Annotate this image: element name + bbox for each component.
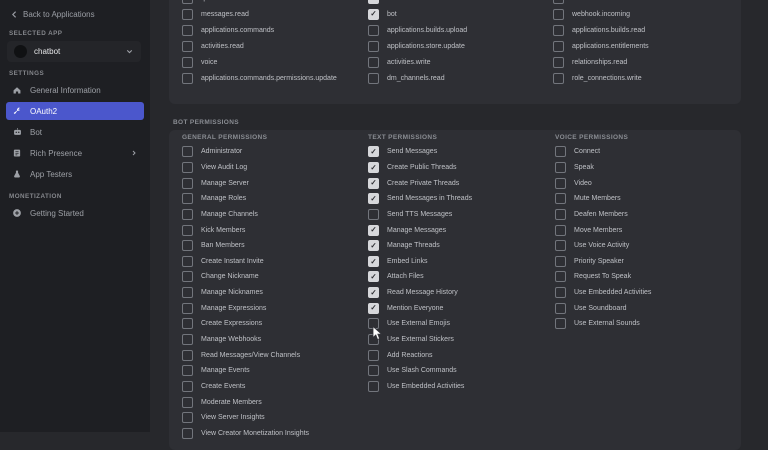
checkbox[interactable] — [182, 271, 193, 282]
checkbox[interactable] — [368, 57, 379, 68]
permission-row — [368, 347, 472, 363]
checkbox-label: Use Slash Commands — [387, 367, 457, 375]
checkbox-label: Read Message History — [387, 289, 458, 297]
permission-row — [555, 238, 651, 254]
voice-permissions-column — [555, 134, 651, 332]
checkbox[interactable] — [368, 381, 379, 392]
checkbox[interactable] — [555, 225, 566, 236]
permission-row — [182, 238, 309, 254]
checkbox[interactable] — [182, 318, 193, 329]
checkbox-label: bot — [387, 10, 397, 18]
checkbox[interactable] — [553, 0, 564, 4]
permission-row — [368, 144, 472, 160]
arrow-left-icon — [10, 10, 19, 19]
checkbox[interactable] — [182, 381, 193, 392]
scope-row — [368, 38, 467, 54]
permission-row — [182, 410, 309, 426]
checkbox-label: Manage Threads — [387, 242, 440, 250]
permission-row — [555, 144, 651, 160]
app-name: chatbot — [34, 47, 61, 56]
checkbox[interactable] — [182, 225, 193, 236]
permission-row — [555, 269, 651, 285]
permission-row — [368, 222, 472, 238]
checkbox[interactable] — [182, 57, 193, 68]
scope-row — [368, 54, 467, 70]
checkbox[interactable] — [553, 73, 564, 84]
checkbox[interactable] — [368, 209, 379, 220]
checkbox-label: Create Public Threads — [387, 163, 457, 171]
checkbox[interactable] — [182, 397, 193, 408]
checkbox-label: Use Soundboard — [574, 304, 627, 312]
checkbox-label: Create Expressions — [201, 320, 263, 328]
permission-row — [368, 175, 472, 191]
general-permissions-list — [182, 144, 309, 441]
checkbox-label: Administrator — [201, 148, 243, 156]
text-permissions-header: TEXT PERMISSIONS — [368, 134, 438, 141]
checkbox[interactable] — [555, 318, 566, 329]
permission-row — [368, 253, 472, 269]
checkbox-label: Send TTS Messages — [387, 210, 453, 218]
checkbox-label: activities.write — [387, 58, 431, 66]
robot-icon — [12, 127, 22, 137]
scopes-column-1 — [182, 0, 337, 86]
permission-row — [368, 379, 472, 395]
checkbox-label: Send Messages in Threads — [387, 195, 473, 203]
permission-row — [182, 175, 309, 191]
permission-row — [368, 363, 472, 379]
checkbox-checked[interactable]: ✓ — [368, 240, 379, 251]
permission-row — [555, 316, 651, 332]
checkbox-label: activities.read — [201, 42, 244, 50]
checkbox-label: Kick Members — [201, 226, 246, 234]
checkbox-label: dm_channels.read — [387, 74, 445, 82]
permission-row — [368, 160, 472, 176]
app-selector[interactable] — [7, 41, 141, 62]
checkbox[interactable] — [555, 287, 566, 298]
checkbox-label: Moderate Members — [201, 398, 262, 406]
sidebar-item-label: OAuth2 — [30, 106, 58, 116]
permission-row — [555, 222, 651, 238]
checkbox-label: Request To Speak — [574, 273, 632, 281]
checkbox[interactable] — [555, 303, 566, 314]
checkbox-label: Add Reactions — [387, 351, 433, 359]
checkbox-label: Video — [574, 179, 592, 187]
scopes-column-2 — [368, 0, 467, 86]
checkbox-label: Mention Everyone — [387, 304, 444, 312]
checkbox-label: Manage Events — [201, 367, 250, 375]
chevron-down-icon — [125, 47, 134, 56]
checkbox[interactable] — [555, 146, 566, 157]
checkbox-label: Mute Members — [574, 195, 621, 203]
checkbox-label: Create Events — [201, 382, 246, 390]
general-permissions-column — [182, 134, 309, 441]
selected-app-label: SELECTED APP — [9, 30, 63, 37]
sidebar-item-bot[interactable] — [6, 123, 144, 141]
checkbox[interactable] — [182, 73, 193, 84]
checkbox[interactable] — [182, 303, 193, 314]
checkbox-label: Manage Server — [201, 179, 249, 187]
checkbox-label: applications.commands — [201, 26, 275, 34]
general-permissions-header: GENERAL PERMISSIONS — [182, 134, 268, 141]
checkbox[interactable] — [182, 9, 193, 20]
checkbox[interactable] — [555, 271, 566, 282]
checkbox-label: Manage Roles — [201, 195, 247, 203]
voice-permissions-header: VOICE PERMISSIONS — [555, 134, 629, 141]
sidebar-item-oauth2[interactable] — [6, 102, 144, 120]
checkbox-label: Send Messages — [387, 148, 438, 156]
checkbox-label: Read Messages/View Channels — [201, 351, 301, 359]
permission-row — [182, 160, 309, 176]
checkbox-label: Deafen Members — [574, 210, 628, 218]
text-permissions-list — [368, 144, 472, 394]
checkbox-label: applications.entitlements — [572, 42, 649, 50]
permission-row — [368, 300, 472, 316]
checkbox[interactable] — [553, 57, 564, 68]
permission-row — [368, 316, 472, 332]
sidebar-item-label: Rich Presence — [30, 148, 83, 158]
voice-permissions-list — [555, 144, 651, 332]
checkbox-label: messages.read — [201, 10, 249, 18]
permission-row — [182, 363, 309, 379]
checkbox-label: voice — [201, 58, 218, 66]
settings-nav — [6, 81, 144, 186]
chevron-right-icon — [130, 149, 138, 157]
checkbox[interactable] — [555, 209, 566, 220]
scope-row — [182, 70, 337, 86]
checkbox-label: applications.builds.read — [572, 26, 646, 34]
plus-circle-icon — [12, 208, 22, 218]
checkbox[interactable] — [553, 25, 564, 36]
checkbox[interactable] — [182, 412, 193, 423]
scopes-column-3 — [553, 0, 649, 86]
permission-row — [555, 175, 651, 191]
permission-row — [368, 207, 472, 223]
checkbox[interactable] — [182, 365, 193, 376]
checkbox-label: Use Voice Activity — [574, 242, 630, 250]
checkbox[interactable] — [368, 73, 379, 84]
checkbox[interactable] — [368, 350, 379, 361]
sidebar-item-label: Bot — [30, 127, 43, 137]
permission-row — [368, 332, 472, 348]
getting-started-label: Getting Started — [30, 208, 84, 218]
checkbox-label: Use External Sounds — [574, 320, 640, 328]
checkbox-label: Use Embedded Activities — [387, 382, 465, 390]
checkbox[interactable] — [368, 41, 379, 52]
scope-row — [553, 54, 649, 70]
sidebar-item-getting-started[interactable] — [6, 204, 144, 222]
app-avatar — [14, 45, 27, 58]
checkbox[interactable] — [555, 193, 566, 204]
sidebar-item-app-testers[interactable] — [6, 165, 144, 183]
checkbox-checked[interactable]: ✓ — [368, 287, 379, 298]
back-label: Back to Applications — [23, 10, 95, 19]
checkbox-checked[interactable]: ✓ — [368, 146, 379, 157]
permission-row — [182, 285, 309, 301]
checkbox-label: Use External Stickers — [387, 336, 454, 343]
scope-row — [553, 6, 649, 22]
permission-row — [555, 191, 651, 207]
bot-permissions-card — [169, 130, 741, 450]
permission-row — [182, 207, 309, 223]
permission-row — [182, 222, 309, 238]
checkbox[interactable] — [182, 334, 193, 345]
checkbox[interactable] — [555, 178, 566, 189]
checkbox-label: View Creator Monetization Insights — [201, 429, 310, 437]
permission-row — [182, 347, 309, 363]
sidebar — [0, 0, 150, 432]
permission-row — [555, 285, 651, 301]
checkbox[interactable] — [368, 0, 379, 4]
scope-row — [182, 6, 337, 22]
sidebar-item-general-information[interactable] — [6, 81, 144, 99]
permission-row — [182, 144, 309, 160]
checkbox-checked[interactable]: ✓ — [368, 256, 379, 267]
checkbox[interactable] — [368, 25, 379, 36]
checkbox[interactable] — [182, 162, 193, 173]
checkbox-checked[interactable]: ✓ — [368, 303, 379, 314]
permission-row — [555, 160, 651, 176]
checkbox[interactable] — [182, 256, 193, 267]
monetization-section-label: MONETIZATION — [9, 193, 62, 200]
checkbox-label: Change Nickname — [201, 273, 259, 281]
checkbox-label: Manage Expressions — [201, 304, 267, 312]
scope-row — [553, 38, 649, 54]
permission-row — [182, 269, 309, 285]
checkbox-label: Use External Emojis — [387, 320, 451, 328]
checkbox[interactable] — [182, 350, 193, 361]
permission-row — [182, 332, 309, 348]
sidebar-item-rich-presence[interactable] — [6, 144, 144, 162]
checkbox-label: applications.builds.upload — [387, 26, 468, 34]
checkbox-label: View Server Insights — [201, 414, 265, 422]
scope-row — [182, 54, 337, 70]
permission-row — [182, 394, 309, 410]
checkbox[interactable] — [553, 9, 564, 20]
scope-row — [553, 22, 649, 38]
checkbox[interactable] — [182, 0, 193, 4]
home-icon — [12, 85, 22, 95]
checkbox-label: webhook.incoming — [572, 10, 630, 18]
checkbox-label: role_connections.write — [572, 74, 642, 82]
checkbox-checked[interactable]: ✓ — [368, 271, 379, 282]
checkbox-label: Manage Nicknames — [201, 289, 263, 297]
checkbox[interactable] — [368, 365, 379, 376]
checkbox[interactable] — [182, 240, 193, 251]
checkbox-label: Connect — [574, 148, 601, 156]
checkbox[interactable] — [182, 193, 193, 204]
checkbox[interactable] — [555, 240, 566, 251]
checkbox-label: Create Private Threads — [387, 179, 460, 187]
checkbox[interactable] — [182, 209, 193, 220]
permission-row — [368, 191, 472, 207]
permission-row — [555, 300, 651, 316]
permission-row — [182, 426, 309, 442]
permission-row — [182, 191, 309, 207]
permission-row — [182, 253, 309, 269]
permission-row — [368, 238, 472, 254]
checkbox[interactable] — [182, 146, 193, 157]
checkbox-label: Attach Files — [387, 273, 424, 281]
mouse-cursor — [372, 326, 383, 341]
app-testers-icon — [12, 169, 22, 179]
wrench-icon — [12, 106, 22, 116]
scope-row — [553, 70, 649, 86]
checkbox[interactable] — [555, 162, 566, 173]
checkbox-checked[interactable]: ✓ — [368, 9, 379, 20]
permission-row — [555, 207, 651, 223]
permission-row — [368, 269, 472, 285]
back-to-applications-link[interactable] — [10, 10, 95, 19]
checkbox-label: Create Instant Invite — [201, 257, 264, 265]
settings-section-label: SETTINGS — [9, 70, 45, 77]
sidebar-item-label: General Information — [30, 85, 101, 95]
checkbox-label: Embed Links — [387, 257, 428, 265]
checkbox-label: Use Embedded Activities — [574, 289, 652, 297]
scope-row — [182, 38, 337, 54]
checkbox[interactable] — [182, 428, 193, 439]
bot-permissions-title: BOT PERMISSIONS — [173, 119, 239, 127]
scope-row — [368, 6, 467, 22]
permission-row — [555, 253, 651, 269]
checkbox-label: Ban Members — [201, 242, 245, 250]
sidebar-item-label: App Testers — [30, 169, 73, 179]
checkbox-label: applications.commands.permissions.update — [201, 74, 337, 82]
checkbox-checked[interactable]: ✓ — [368, 193, 379, 204]
checkbox[interactable] — [182, 287, 193, 298]
checkbox-label: relationships.read — [572, 58, 628, 66]
checkbox-label: View Audit Log — [201, 163, 248, 171]
checkbox-label: Manage Messages — [387, 226, 447, 234]
permission-row — [182, 300, 309, 316]
checkbox[interactable] — [553, 41, 564, 52]
permission-row — [182, 379, 309, 395]
rich-presence-icon — [12, 148, 22, 158]
checkbox-label — [201, 0, 256, 2]
checkbox[interactable] — [182, 25, 193, 36]
checkbox-label: Manage Webhooks — [201, 336, 262, 343]
scope-row — [182, 22, 337, 38]
scope-row — [368, 70, 467, 86]
checkbox-label: Priority Speaker — [574, 257, 624, 265]
checkbox[interactable] — [182, 41, 193, 52]
text-permissions-column — [368, 134, 472, 394]
checkbox-label: Speak — [574, 163, 594, 171]
checkbox-checked[interactable]: ✓ — [368, 225, 379, 236]
checkbox-checked[interactable]: ✓ — [368, 162, 379, 173]
checkbox-label: applications.store.update — [387, 42, 465, 50]
checkbox[interactable] — [182, 178, 193, 189]
checkbox-checked[interactable]: ✓ — [368, 178, 379, 189]
checkbox-label: Move Members — [574, 226, 623, 234]
permission-row — [368, 285, 472, 301]
oauth2-scopes-card — [169, 0, 741, 104]
checkbox[interactable] — [555, 256, 566, 267]
checkbox-label: Manage Channels — [201, 210, 258, 218]
scope-row — [368, 22, 467, 38]
permission-row — [182, 316, 309, 332]
